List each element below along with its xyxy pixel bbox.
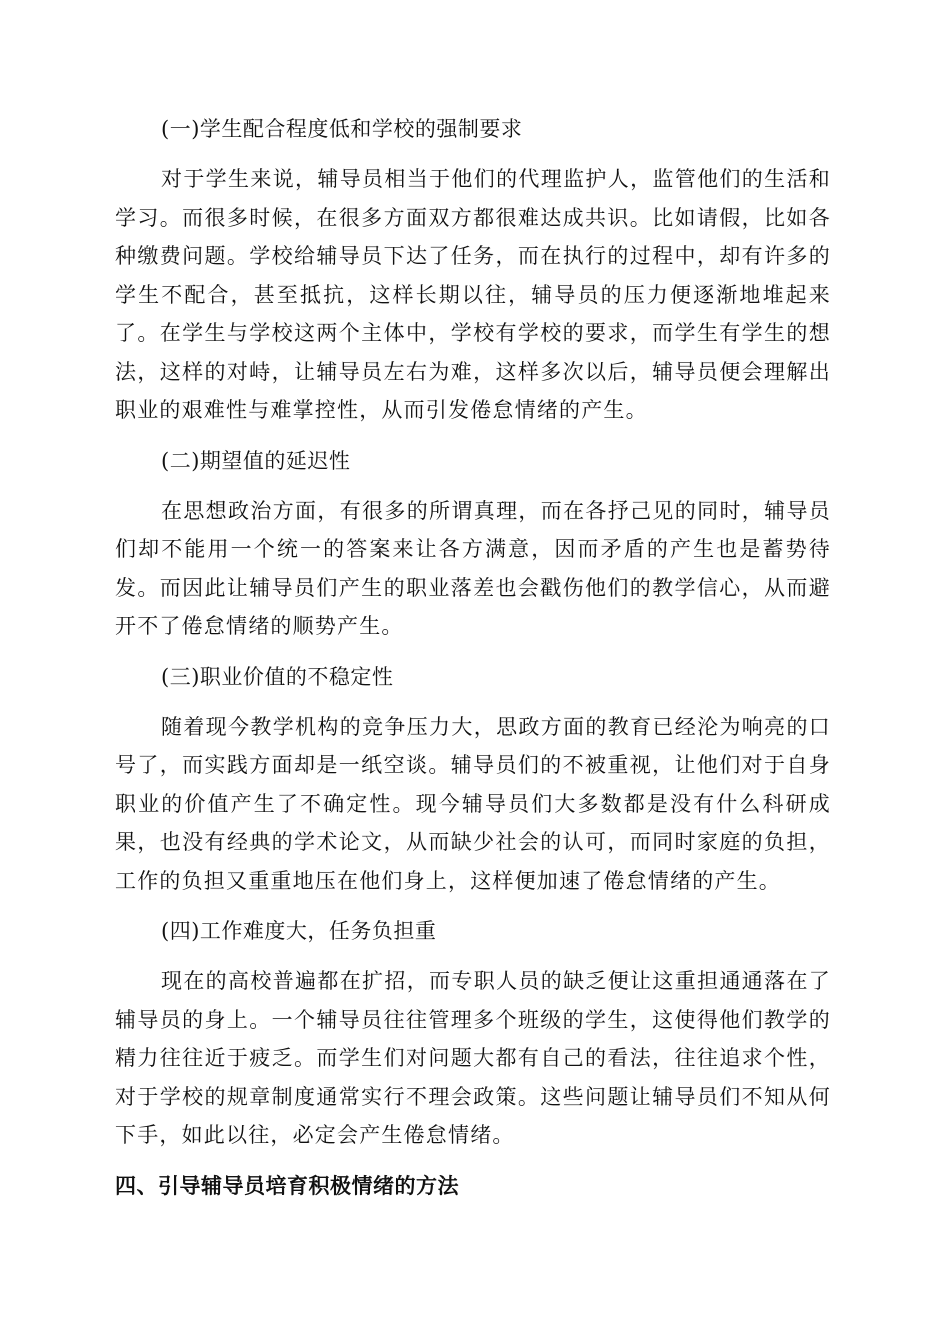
subsection-paragraph-1: 对于学生来说，辅导员相当于他们的代理监护人，监管他们的生活和学习。而很多时候，在很多方面双方都很难达成共识。比如请假，比如各种缴费问题。学校给辅导员下达了任务，而在执行的过程中，却有许多的学生不配合，甚至抵抗，这样长期以往，辅导员的压力便逐渐地堆起来了。在学生与学校这两个主体中，学校有学校的要求，而学生有学生的想法，这样的对峙，让辅导员左右为难，这样多次以后，辅导员便会理解出职业的艰难性与难掌控性，从而引发倦怠情绪的产生。 — [115, 167, 831, 422]
subsection-heading-4: (四)工作难度大，任务负担重 — [161, 919, 437, 943]
document-body — [115, 110, 831, 1205]
subsection-paragraph-3: 随着现今教学机构的竞争压力大，思政方面的教育已经沦为响亮的口号了，而实践方面却是一纸空谈。辅导员们的不被重视，让他们对于自身职业的价值产生了不确定性。现今辅导员们大多数都是没有什么科研成果，也没有经典的学术论文，从而缺少社会的认可，而同时家庭的负担，工作的负担又重重地压在他们身上，这样便加速了倦怠情绪的产生。 — [115, 714, 831, 893]
subsection-heading-1: (一)学生配合程度低和学校的强制要求 — [161, 117, 523, 141]
subsection-heading-2: (二)期望值的延迟性 — [161, 448, 351, 473]
subsection-heading-3: (三)职业价值的不稳定性 — [161, 664, 394, 689]
subsection-paragraph-4: 现在的高校普遍都在扩招，而专职人员的缺乏便让这重担通通落在了辅导员的身上。一个辅导员往往管理多个班级的学生，这使得他们教学的精力往往近于疲乏。而学生们对问题大都有自己的看法，往往追求个性，对于学校的规章制度通常实行不理会政策。这些问题让辅导员们不知从何下手，如此以往，必定会产生倦怠情绪。 — [115, 969, 831, 1147]
section-heading-4: 四、引导辅导员培育积极情绪的方法 — [115, 1173, 459, 1198]
subsection-paragraph-2: 在思想政治方面，有很多的所谓真理，而在各抒己见的同时，辅导员们却不能用一个统一的答案来让各方满意，因而矛盾的产生也是蓄势待发。而因此让辅导员们产生的职业落差也会戳伤他们的教学信心，从而避开不了倦怠情绪的顺势产生。 — [115, 498, 831, 638]
